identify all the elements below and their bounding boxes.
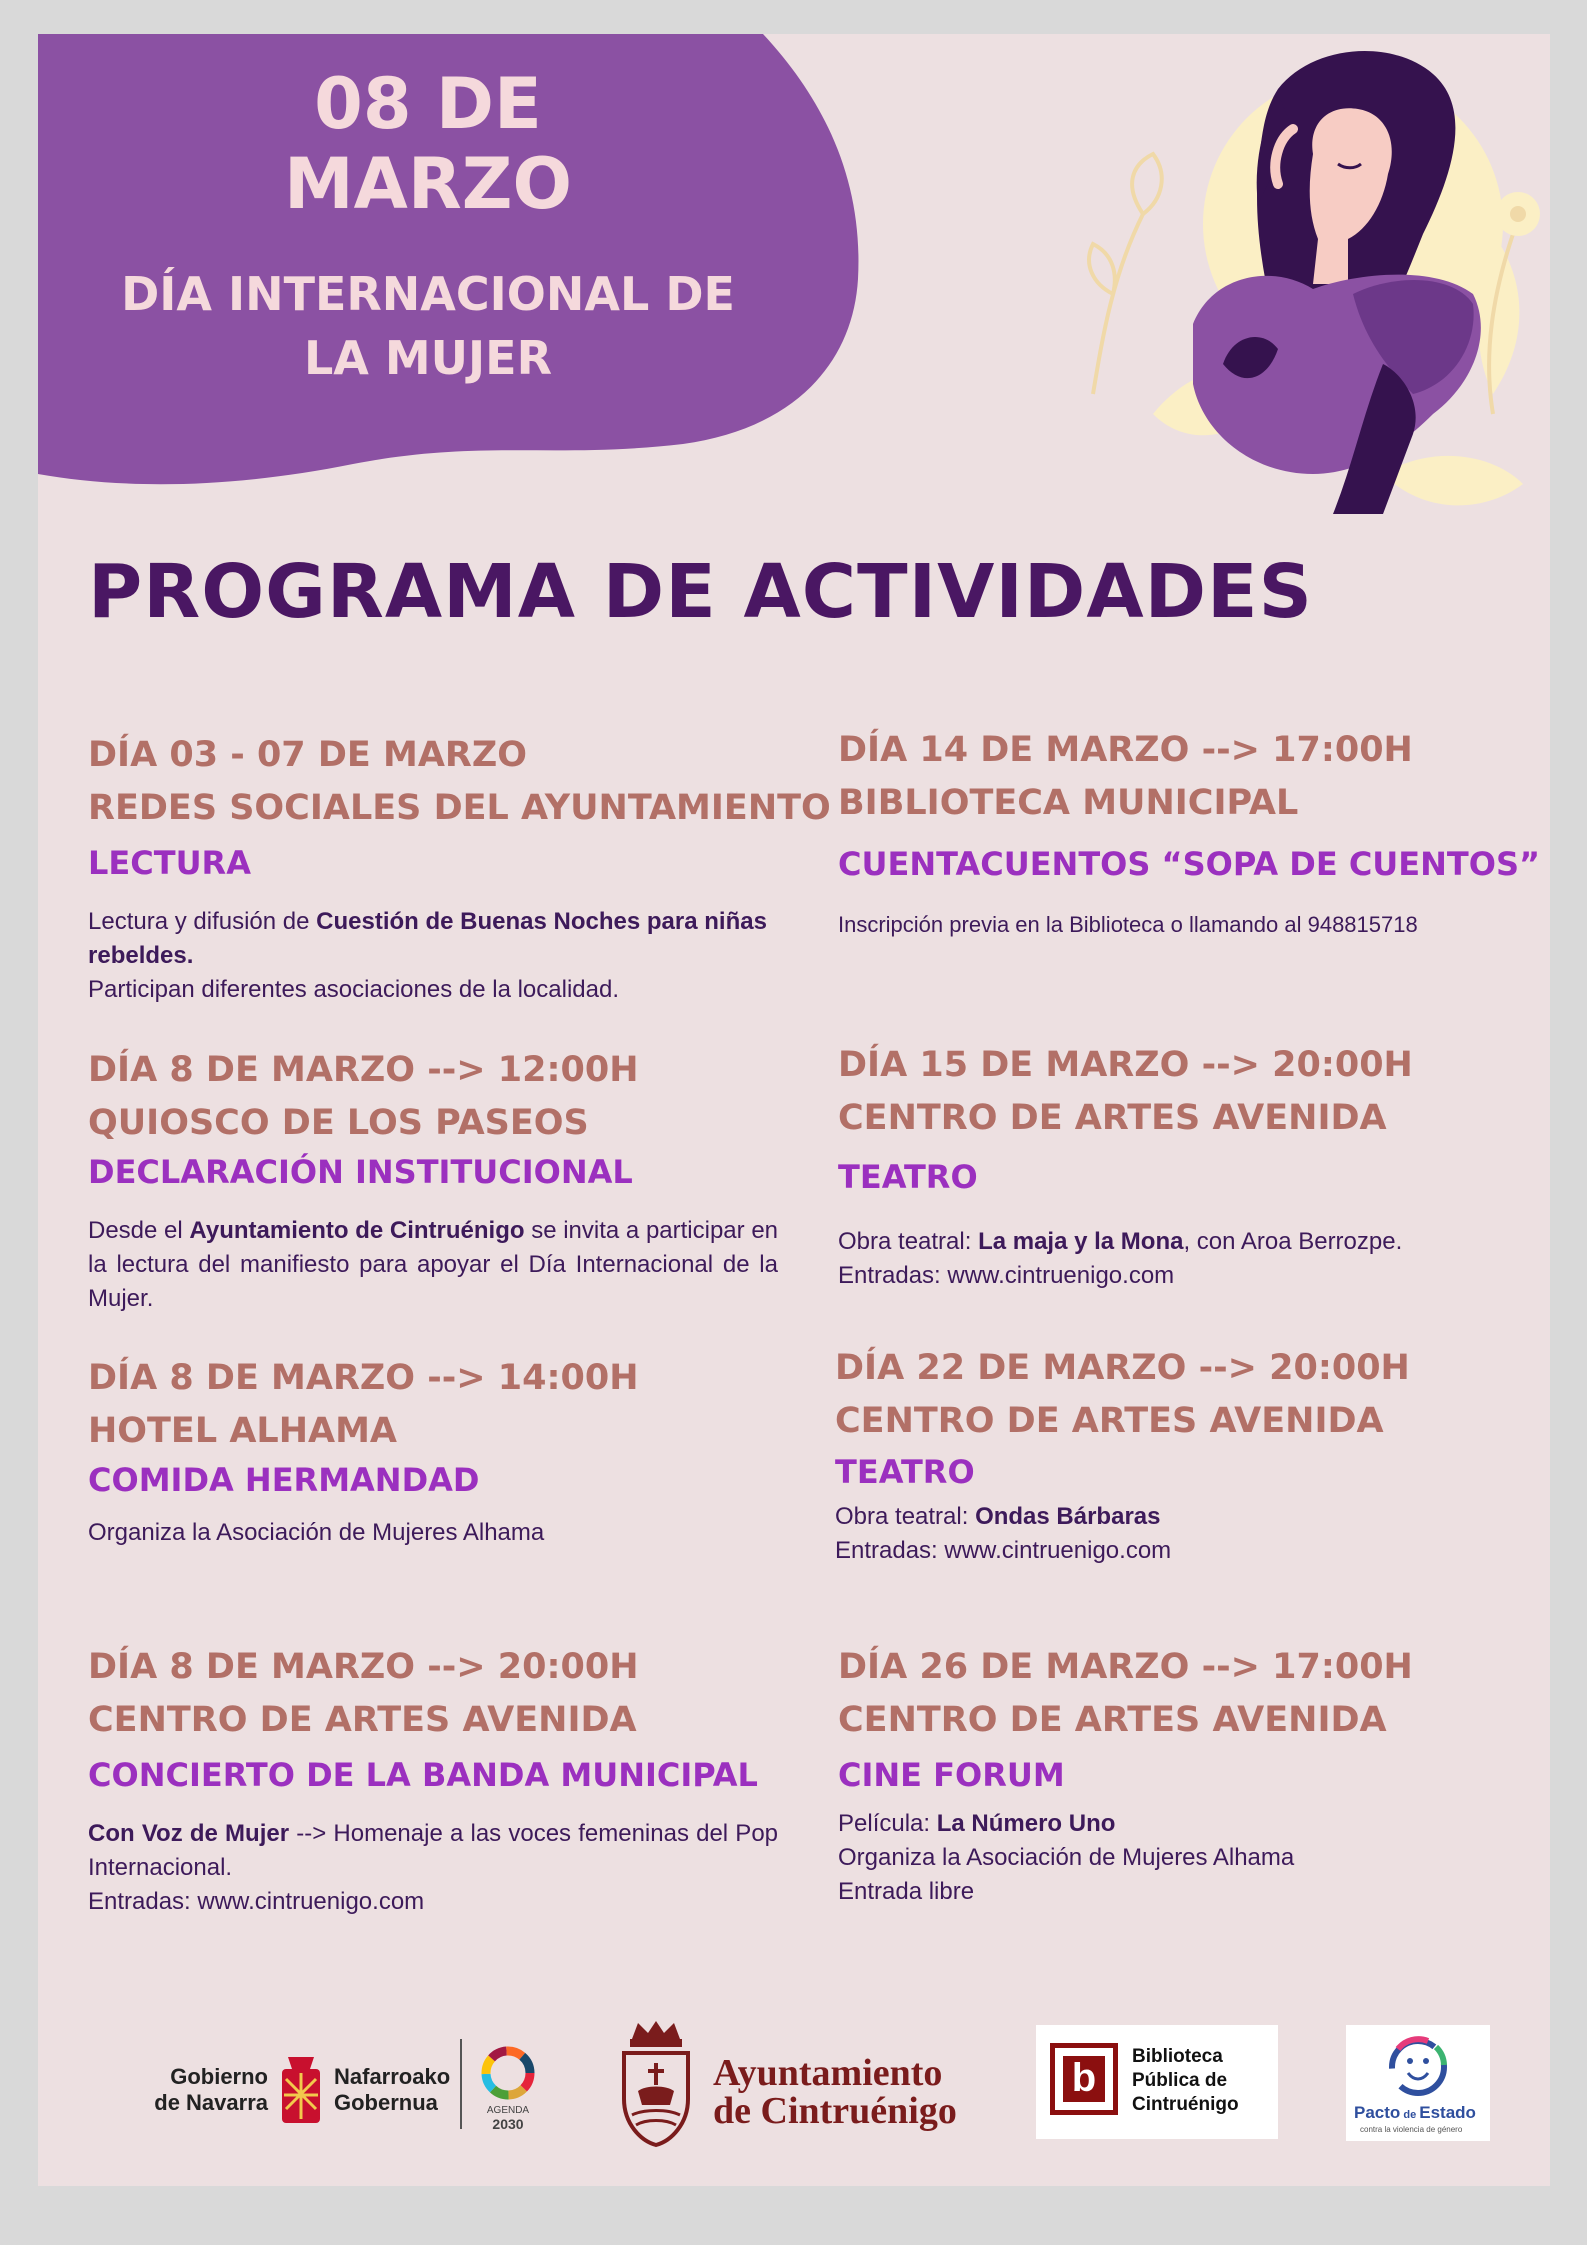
desc-bold: La Número Uno [936,1810,1116,1837]
desc-text: Inscripción previa en la Biblioteca o llamando al 948815718 [838,912,1418,937]
event-type: LECTURA [88,844,251,882]
desc-bold: Con Voz de Mujer [88,1820,290,1847]
desc-text: Participan diferentes asociaciones de la localidad. [88,976,619,1003]
event-card [838,724,1541,942]
event-description [838,1225,1528,1293]
ayuntamiento-line2: de Cintruénigo [713,2090,957,2132]
sponsor-logos [38,2009,1550,2159]
pacto-de-word: de [1400,2109,1420,2121]
hero-date-line2: MARZO [284,143,572,225]
desc-bold: Cuestión de Buenas Noches para niñas rebeldes. [88,908,767,969]
desc-text: Desde el [88,1217,190,1244]
event-venue: BIBLIOTECA MUNICIPAL [838,783,1299,823]
event-date: DÍA 8 DE MARZO --> 14:00H [88,1358,639,1398]
biblioteca-text [1132,2045,1239,2117]
event-description [838,1807,1528,1909]
event-date: DÍA 03 - 07 DE MARZO [88,735,527,775]
ayuntamiento-text [713,2054,957,2130]
gobierno-navarra-text [140,2064,268,2116]
event-type: TEATRO [838,1158,978,1196]
nafarroako-line2: Gobernua [334,2090,438,2115]
event-venue: QUIOSCO DE LOS PASEOS [88,1103,589,1143]
pacto-smile-icon [1380,2031,1456,2103]
desc-bold: Ondas Bárbaras [975,1503,1161,1530]
hero-date-line1: 08 DE [314,63,542,145]
biblioteca-line2: Pública de [1132,2070,1228,2091]
event-description [88,1516,778,1550]
estado-word: Estado [1419,2103,1476,2122]
event-venue: CENTRO DE ARTES AVENIDA [835,1401,1384,1441]
desc-text: Lectura y difusión de [88,908,317,935]
hero-subtitle-line1: DÍA INTERNACIONAL DE [121,267,735,321]
desc-bold: La maja y la Mona [978,1228,1184,1255]
event-venue: HOTEL ALHAMA [88,1411,398,1451]
event-card [835,1342,1525,1568]
event-type: TEATRO [835,1453,975,1491]
gobierno-line1: Gobierno [170,2064,268,2089]
desc-text: , con Aroa Berrozpe. [1183,1228,1403,1255]
event-description [838,908,1528,942]
event-description [88,1817,778,1919]
event-venue: CENTRO DE ARTES AVENIDA [88,1700,637,1740]
gobierno-line2: de Navarra [154,2090,268,2115]
event-type: COMIDA HERMANDAD [88,1461,480,1499]
event-card [838,1039,1528,1293]
event-card [838,1641,1528,1909]
desc-text: --> Homenaje a las voces femeninas del Pop Internacional. [88,1820,779,1881]
event-date: DÍA 8 DE MARZO --> 12:00H [88,1050,639,1090]
desc-link-text: Entradas: www.cintruenigo.com [838,1262,1175,1289]
desc-text: Entrada libre [838,1878,975,1905]
desc-text: se invita a participar en la lectura del manifiesto para apoyar el Día Internacional de la Mujer. [88,1217,779,1312]
desc-text: Organiza la Asociación de Mujeres Alhama [838,1844,1295,1871]
event-card [88,1044,778,1316]
agenda-2030-text [476,2105,540,2132]
event-type: CONCIERTO DE LA BANDA MUNICIPAL [88,1756,758,1794]
event-card [88,1352,778,1550]
event-date: DÍA 26 DE MARZO --> 17:00H [838,1647,1413,1687]
agenda-line2: 2030 [492,2116,524,2132]
ayuntamiento-line1: Ayuntamiento [713,2052,943,2094]
event-venue: CENTRO DE ARTES AVENIDA [838,1098,1387,1138]
navarra-shield-icon [278,2047,324,2127]
biblioteca-line1: Biblioteca [1132,2046,1223,2067]
biblioteca-line3: Cintruénigo [1132,2094,1239,2115]
event-date: DÍA 22 DE MARZO --> 20:00H [835,1348,1410,1388]
event-card [88,729,831,1007]
event-date: DÍA 8 DE MARZO --> 20:00H [88,1647,639,1687]
nafarroako-gobernua-text [334,2064,450,2116]
event-type: DECLARACIÓN INSTITUCIONAL [88,1153,633,1191]
desc-bold: Ayuntamiento de Cintruénigo [189,1217,525,1244]
event-venue: REDES SOCIALES DEL AYUNTAMIENTO [88,788,831,828]
biblioteca-b-letter: b [1063,2056,1105,2102]
event-description [835,1500,1525,1568]
event-venue: CENTRO DE ARTES AVENIDA [838,1700,1387,1740]
event-type: CINE FORUM [838,1756,1065,1794]
poster [38,34,1550,2186]
event-date: DÍA 14 DE MARZO --> 17:00H [838,730,1413,770]
desc-text: Obra teatral: [838,1228,979,1255]
agenda-2030-wheel-icon [478,2043,538,2103]
event-date: DÍA 15 DE MARZO --> 20:00H [838,1045,1413,1085]
event-description [88,905,778,1007]
desc-link-text: Entradas: www.cintruenigo.com [835,1537,1172,1564]
desc-text: Organiza la Asociación de Mujeres Alhama [88,1519,545,1546]
event-type: CUENTACUENTOS “SOPA DE CUENTOS” [838,845,1541,883]
divider [460,2039,462,2129]
agenda-line1: AGENDA [486,2105,530,2116]
pacto-estado-logo [1346,2025,1490,2141]
event-description [88,1214,778,1316]
nafarroako-line1: Nafarroako [334,2064,451,2089]
pacto-word: Pacto [1354,2103,1401,2122]
program-title: PROGRAMA DE ACTIVIDADES [88,549,1313,635]
hero-subtitle-line2: LA MUJER [303,331,552,385]
desc-link-text: Entradas: www.cintruenigo.com [88,1888,425,1915]
woman-illustration [1053,34,1550,554]
biblioteca-logo [1036,2025,1278,2139]
event-card [88,1641,778,1919]
desc-text: Película: [838,1810,937,1837]
ayuntamiento-crest-icon [616,2019,696,2149]
biblioteca-b-icon [1050,2043,1118,2115]
pacto-estado-text [1354,2103,1476,2123]
pacto-subtitle: contra la violencia de género [1360,2125,1463,2134]
desc-text: Obra teatral: [835,1503,976,1530]
